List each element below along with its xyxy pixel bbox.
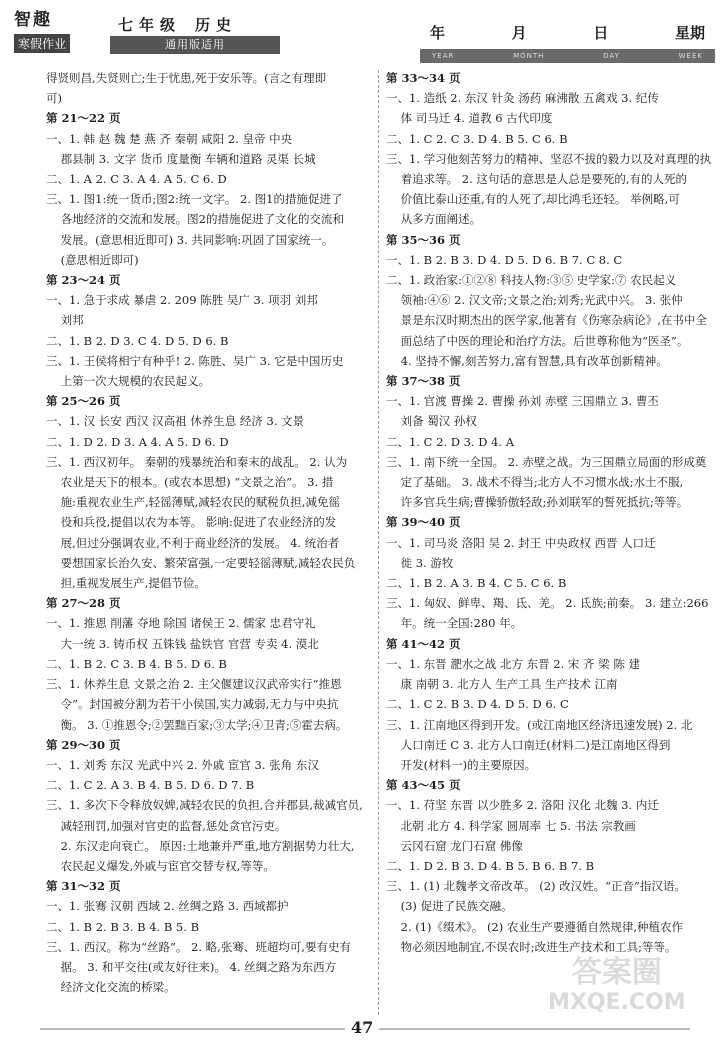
left-answer-column [46,68,371,997]
section-heading: 第 33～34 页 [386,71,461,85]
answer-line: 一、1. 官渡 曹操 2. 曹操 孙刘 赤壁 三国鼎立 3. 曹丕 [386,394,659,409]
answer-line: 4. 坚持不懈,刻苦努力,富有智慧,具有改革创新精神。 [386,353,668,368]
answer-line: 二、1. D 2. D 3. A 4. A 5. D 6. D [46,434,229,449]
answer-line: 北朝 北方 4. 科学家 圆周率 七 5. 书法 宗教画 [386,818,636,833]
watermark [548,955,686,1018]
brand-logo [14,10,102,60]
watermark-text: 答案圈 [571,955,662,990]
answer-line: 三、1. 学习他刻苦努力的精神、坚忍不拔的毅力以及对真理的执 [386,151,712,166]
date-month-label: 月 [511,24,527,42]
answer-line: 二、1. A 2. C 3. A 4. A 5. C 6. D [46,172,227,187]
answer-line: 一、1. B 2. B 3. D 4. D 5. D 6. B 7. C 8. C [386,252,623,267]
answer-line: 令”。封国被分割为若干小侯国,实力减弱,无力与中央抗 [46,697,339,712]
answer-line: 二、1. C 2. D 3. D 4. A [386,434,515,449]
page-header [0,0,727,64]
answer-line: 施:重视农业生产,轻徭薄赋,减轻农民的赋税负担,减免徭 [46,495,340,510]
answer-line: 展,但过分强调农业,不利于商业经济的发展。 4. 统治者 [46,535,340,550]
answer-line: 二、1. B 2. A 3. B 4. C 5. C 6. B [386,576,567,591]
answer-line: 刘邦 [46,313,84,328]
answer-line: 农业是天下的根本。(或农本思想) “文景之治”。 3. 措 [46,475,334,490]
answer-line: 二、1. B 2. C 3. B 4. B 5. D 6. B [46,656,227,671]
answer-line: 定了基础。 3. 战术不得当;北方人不习惯水战;水土不服, [386,475,684,490]
answer-line: 三、1. 匈奴、鲜卑、羯、氐、羌。 2. 氐族;前秦。 3. 建立:266 [386,596,709,611]
answer-line: 大一统 3. 铸币权 五铢钱 盐铁官 官营 专卖 4. 漠北 [46,636,319,651]
answer-line: 担,重视发展生产,提倡节俭。 [46,576,206,591]
answer-line: 二、1. B 2. B 3. B 4. B 5. B [46,919,200,934]
answer-line: 许多官兵生病;曹操骄傲轻敌;孙刘联军的誓死抵抗;等等。 [386,495,689,510]
section-heading: 第 27～28 页 [46,596,121,611]
page-footer [0,1018,727,1040]
answer-line: 面总结了中医的理论和治疗方法。后世尊称他为“医圣”。 [386,333,689,348]
section-heading: 第 23～24 页 [46,273,121,288]
answer-line: 一、1. 刘秀 东汉 光武中兴 2. 外戚 宦官 3. 张角 东汉 [46,757,319,772]
answer-line: 一、1. 急于求成 暴虐 2. 209 陈胜 吴广 3. 项羽 刘邦 [46,293,318,308]
answer-line: 农民起义爆发,外戚与宦官交替专权,等等。 [46,858,275,873]
answer-line: 据。 3. 和平交往(或友好往来)。 4. 丝绸之路为东西方 [46,959,337,974]
answer-line: 一、1. 司马炎 洛阳 吴 2. 封王 中央政权 西晋 人口迁 [386,535,656,550]
answer-line: 2. (1)《缀术》。 (2) 农业生产要遵循自然规律,种植农作 [386,919,684,934]
answer-line: 二、1. B 2. D 3. C 4. D 5. D 6. B [46,333,229,348]
answer-line: 发展。(意思相近即可) 3. 共同影响:巩固了国家统一。 [46,232,334,247]
section-heading: 第 41～42 页 [386,636,461,651]
answer-line: (3) 促进了民族交融。 [386,899,513,914]
section-heading: 第 43～45 页 [386,778,461,793]
answer-line: 三、1. 西汉初年。 秦朝的残暴统治和秦末的战乱。 2. 认为 [46,454,348,469]
answer-line: 体 司马迁 4. 道教 6 古代印度 [386,111,553,126]
answer-line: 减轻刑罚,加强对官吏的监督,惩处贪官污吏。 [46,818,287,833]
date-week-en: WEEK [678,52,703,60]
answer-line: 三、1. 南下统一全国。 2. 赤壁之战。为三国鼎立局面的形成奠 [386,454,707,469]
logo-title: 智趣 [14,10,52,30]
date-year-en: YEAR [432,52,455,60]
answer-line: 一、1. 推恩 削藩 夺地 除国 诸侯王 2. 儒家 忠君守礼 [46,616,316,631]
answer-line: 二、1. 政治家:①②⑧ 科技人物:③⑤ 史学家:⑦ 农民起义 [386,273,677,288]
answer-line: 得贤则昌,失贤则亡;生于忧患,死于安乐等。(言之有理即 [46,71,327,85]
section-heading: 第 21～22 页 [46,111,121,126]
answer-line: 从多方面阐述。 [386,212,482,227]
answer-line: 三、1. 休养生息 文景之治 2. 主父偃建议汉武帝实行“推恩 [46,677,342,692]
grade-label: 七年级 [118,16,182,34]
date-month-en: MONTH [513,52,545,60]
answer-line: 2. 东汉走向衰亡。 原因:土地兼并严重,地方割据势力壮大, [46,838,355,853]
answer-line: 役和兵役,提倡以农为本等。 影响:促进了农业经济的发 [46,515,337,530]
answer-line: 着追求等。 2. 这句话的意思是人总是要死的,有的人死的 [386,172,688,187]
answer-line: 一、1. 张骞 汉朝 西域 2. 丝绸之路 3. 西域都护 [46,899,289,914]
answer-line: 可) [46,91,62,106]
answer-line: 一、1. 韩 赵 魏 楚 燕 齐 秦朝 咸阳 2. 皇帝 中央 [46,131,293,146]
answer-line: 二、1. C 2. B 3. D 4. D 5. D 6. C [386,697,569,712]
answer-line: 一、1. 苻坚 东晋 以少胜多 2. 洛阳 汉化 北魏 3. 内迁 [386,798,659,813]
answer-line: 各地经济的交流和发展。图2的措施促进了文化的交流和 [46,212,344,227]
answer-line: 领袖:④⑥ 2. 汉文帝;文景之治;刘秀;光武中兴。 3. 张仲 [386,293,683,308]
answer-line: 三、1. (1) 北魏孝文帝改革。 (2) 改汉姓。“正音”指汉语。 [386,879,686,894]
answer-line: 一、1. 造纸 2. 东汉 针灸 汤药 麻沸散 五禽戏 3. 纪传 [386,91,659,106]
answer-line: 要想国家长治久安、繁荣富强,一定要轻徭薄赋,减轻农民负 [46,555,356,570]
watermark-url: MXQE.COM [548,990,686,1015]
answer-line: 三、1. 王侯将相宁有种乎! 2. 陈胜、吴广 3. 它是中国历史 [46,353,344,368]
answer-line: 年。统一全国:280 年。 [386,616,523,631]
logo-subtitle: 寒假作业 [14,34,70,53]
date-day-label: 日 [593,24,609,42]
answer-line: 康 南朝 3. 北方人 生产工具 生产技术 江南 [386,677,618,692]
section-heading: 第 29～30 页 [46,737,121,752]
answer-line: 郡县制 3. 文字 货币 度量衡 车辆和道路 灵渠 长城 [46,151,316,166]
answer-line: 一、1. 汉 长安 西汉 汉高祖 休养生息 经济 3. 文景 [46,414,305,429]
answer-line: 开发(材料一)的主要原因。 [386,757,537,772]
answer-line: 人口南迁 C 3. 北方人口南迁(材料二)是江南地区得到 [386,737,671,752]
date-underline [420,49,715,63]
answer-line: 云冈石窟 龙门石窟 佛像 [386,838,523,853]
section-heading: 第 35～36 页 [386,232,461,247]
answer-line: 物必须因地制宜,不误农时;改进生产技术和工具;等等。 [386,939,677,954]
date-fields [420,22,715,60]
right-answer-column [386,68,716,957]
subject-label: 历史 [195,16,238,34]
answer-line: 价值比泰山还重,有的人死了,却比鸿毛还轻。 举例略,可 [386,192,680,207]
edition-banner: 通用版适用 [110,36,280,54]
answer-line: 徙 3. 游牧 [386,555,454,570]
section-heading: 第 39～40 页 [386,515,461,530]
answer-line: 景是东汉时期杰出的医学家,他著有《伤寒杂病论》,在书中全 [386,313,707,328]
answer-line: 三、1. 江南地区得到开发。(或江南地区经济迅速发展) 2. 北 [386,717,693,732]
answer-line: 经济文化交流的桥梁。 [46,980,176,995]
page-number: 47 [345,1018,379,1037]
section-heading: 第 25～26 页 [46,394,121,409]
date-day-en: DAY [603,52,620,60]
date-year-label: 年 [430,24,446,42]
answer-line: 上第一次大规模的农民起义。 [46,374,211,389]
answer-line: (意思相近即可) [46,252,139,267]
section-heading: 第 31～32 页 [46,879,121,894]
answer-line: 二、1. C 2. C 3. D 4. B 5. C 6. B [386,131,568,146]
answer-line: 一、1. 东晋 淝水之战 北方 东晋 2. 宋 齐 梁 陈 建 [386,656,640,671]
answer-line: 二、1. C 2. A 3. B 4. B 5. D 6. D 7. B [46,778,255,793]
date-week-label: 星期 [674,24,705,42]
answer-line: 三、1. 西汉。称为“丝路”。 2. 略,张骞、班超均可,要有史有 [46,939,351,954]
answer-line: 三、1. 多次下令释放奴婢,减轻农民的负担,合并郡县,裁减官员, [46,798,363,813]
answer-line: 衡。 3. ①推恩令;②罢黜百家;③太学;④卫青;⑤霍去病。 [46,717,348,732]
section-heading: 第 37～38 页 [386,374,461,389]
answer-line: 二、1. D 2. B 3. D 4. B 5. B 6. B 7. B [386,858,595,873]
answer-line: 三、1. 图1:统一货币;图2:统一文字。 2. 图1的措施促进了 [46,192,343,207]
answer-line: 刘备 蜀汉 孙权 [386,414,477,429]
column-divider [378,70,379,1015]
